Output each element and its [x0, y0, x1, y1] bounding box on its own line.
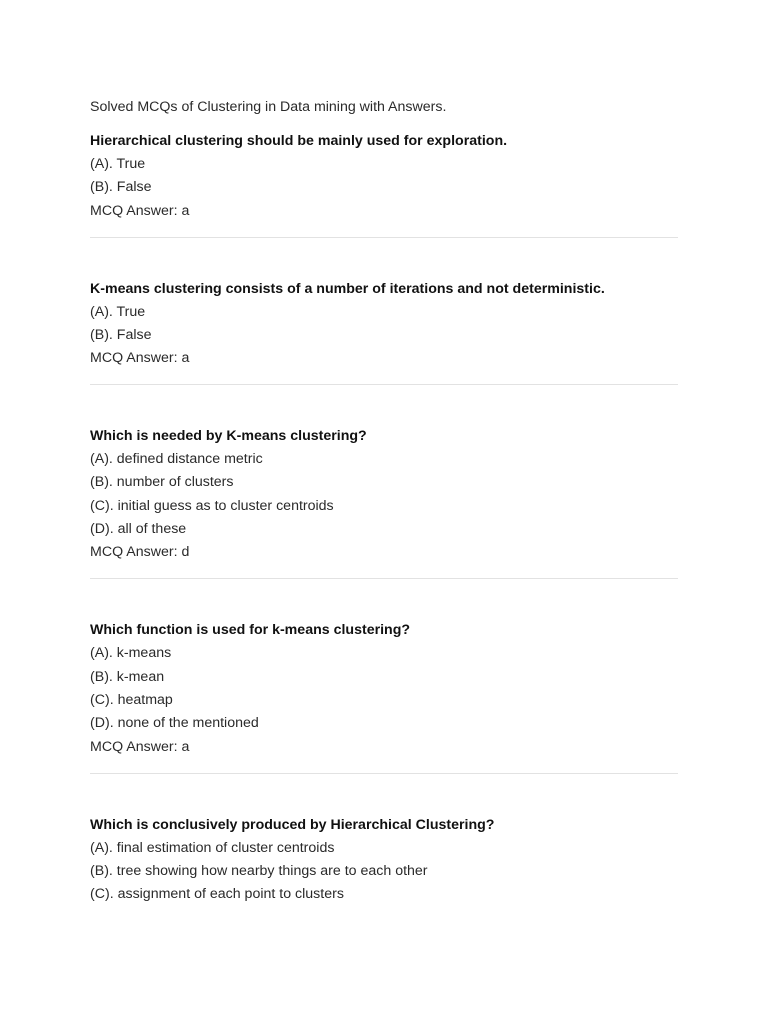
page-intro: Solved MCQs of Clustering in Data mining with Answers.	[90, 99, 447, 115]
mcq-question: K-means clustering consists of a number of iterations and not deterministic.	[90, 280, 605, 297]
section-divider	[90, 773, 678, 774]
mcq-question: Which function is used for k-means clustering?	[90, 622, 411, 639]
mcq-option: (C). heatmap	[90, 691, 173, 708]
mcq-block	[90, 620, 678, 756]
mcq-option: (D). none of the mentioned	[90, 715, 259, 732]
mcq-question: Which is needed by K-means clustering?	[90, 428, 367, 445]
mcq-option: (D). all of these	[90, 521, 187, 538]
mcq-answer: MCQ Answer: a	[90, 202, 190, 219]
mcq-answer: MCQ Answer: a	[90, 350, 190, 367]
mcq-option: (C). assignment of each point to clusters	[90, 886, 344, 903]
section-divider	[90, 384, 678, 385]
mcq-block	[90, 131, 678, 221]
mcq-option: (C). initial guess as to cluster centroids	[90, 497, 334, 514]
mcq-option: (A). True	[90, 156, 146, 172]
mcq-option: (A). True	[90, 303, 146, 320]
mcq-question: Which is conclusively produced by Hierarchical Clustering?	[90, 816, 495, 833]
section-divider	[90, 578, 678, 579]
mcq-option: (B). False	[90, 326, 152, 343]
mcq-option: (B). number of clusters	[90, 474, 234, 491]
mcq-question: Hierarchical clustering should be mainly used for exploration.	[90, 133, 508, 149]
mcq-answer: MCQ Answer: a	[90, 738, 190, 755]
section-divider	[90, 237, 678, 238]
mcq-option: (A). final estimation of cluster centroids	[90, 839, 335, 856]
mcq-option: (A). k-means	[90, 645, 172, 662]
mcq-answer: MCQ Answer: d	[90, 544, 190, 561]
mcq-option: (B). False	[90, 179, 152, 196]
mcq-block	[90, 279, 678, 369]
mcq-option: (B). tree showing how nearby things are to each other	[90, 862, 428, 879]
mcq-block	[90, 426, 678, 562]
mcq-option: (A). defined distance metric	[90, 451, 263, 468]
mcq-option: (B). k-mean	[90, 668, 165, 685]
document-page	[90, 97, 678, 907]
mcq-block	[90, 815, 678, 905]
